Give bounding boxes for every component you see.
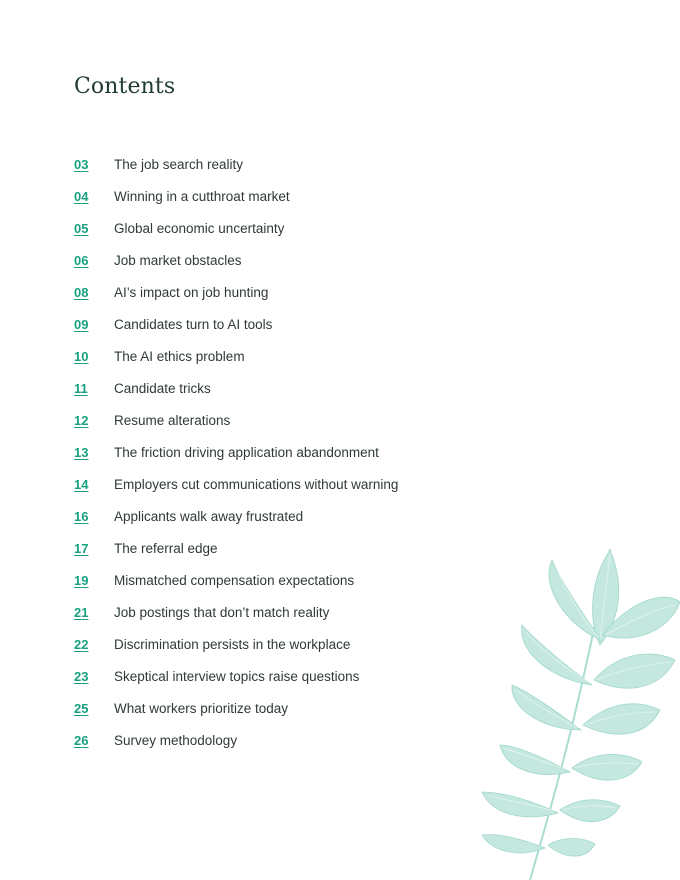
toc-page-link[interactable]: 16	[74, 508, 89, 524]
toc-entry[interactable]	[74, 308, 474, 340]
toc-entry[interactable]	[74, 372, 474, 404]
toc-title: Applicants walk away frustrated	[114, 508, 304, 524]
toc-entry[interactable]	[74, 532, 474, 564]
toc-entry[interactable]	[74, 436, 474, 468]
toc-title: Mismatched compensation expectations	[114, 572, 355, 588]
page-title: Contents	[74, 74, 176, 99]
toc-title: Global economic uncertainty	[114, 220, 285, 236]
toc-page-link[interactable]: 11	[74, 380, 88, 396]
toc-title: Job market obstacles	[114, 252, 242, 268]
toc-entry[interactable]	[74, 500, 474, 532]
toc-entry[interactable]	[74, 276, 474, 308]
toc-entry[interactable]	[74, 404, 474, 436]
toc-page-link[interactable]: 06	[74, 252, 89, 268]
toc-title: What workers prioritize today	[114, 700, 289, 716]
toc-entry[interactable]	[74, 596, 474, 628]
toc-page-link[interactable]: 19	[74, 572, 89, 588]
toc-title: The AI ethics problem	[114, 348, 245, 364]
toc-entry[interactable]	[74, 212, 474, 244]
toc-title: The job search reality	[114, 156, 244, 172]
toc-entry[interactable]	[74, 564, 474, 596]
toc-entry[interactable]	[74, 340, 474, 372]
toc-entry[interactable]	[74, 468, 474, 500]
toc-entry[interactable]	[74, 692, 474, 724]
toc-page-link[interactable]: 12	[74, 412, 89, 428]
toc-title: Skeptical interview topics raise questions	[114, 668, 360, 684]
toc-page-link[interactable]: 03	[74, 156, 89, 172]
toc-page-link[interactable]: 21	[74, 604, 89, 620]
toc-title: Resume alterations	[114, 412, 231, 428]
fern-leaf-icon	[470, 540, 680, 880]
toc-title: Job postings that don’t match reality	[114, 604, 330, 620]
toc-title: Employers cut communications without warning	[114, 476, 399, 492]
toc-page-link[interactable]: 08	[74, 284, 89, 300]
toc-entry[interactable]	[74, 628, 474, 660]
toc-title: The friction driving application abandonment	[114, 444, 379, 460]
toc-entry[interactable]	[74, 660, 474, 692]
table-of-contents	[74, 148, 474, 756]
toc-entry[interactable]	[74, 244, 474, 276]
toc-page-link[interactable]: 26	[74, 732, 89, 748]
toc-entry[interactable]	[74, 724, 474, 756]
toc-title: Candidates turn to AI tools	[114, 316, 273, 332]
toc-title: Candidate tricks	[114, 380, 211, 396]
toc-title: Survey methodology	[114, 732, 238, 748]
toc-page-link[interactable]: 09	[74, 316, 89, 332]
toc-title: Winning in a cutthroat market	[114, 188, 290, 204]
toc-page-link[interactable]: 17	[74, 540, 89, 556]
toc-page-link[interactable]: 23	[74, 668, 89, 684]
toc-page-link[interactable]: 14	[74, 476, 89, 492]
toc-page-link[interactable]: 25	[74, 700, 89, 716]
toc-page-link[interactable]: 10	[74, 348, 89, 364]
toc-page-link[interactable]: 04	[74, 188, 89, 204]
toc-entry[interactable]	[74, 148, 474, 180]
toc-entry[interactable]	[74, 180, 474, 212]
toc-title: The referral edge	[114, 540, 218, 556]
toc-page-link[interactable]: 22	[74, 636, 89, 652]
toc-title: AI’s impact on job hunting	[114, 284, 269, 300]
toc-page-link[interactable]: 05	[74, 220, 89, 236]
toc-title: Discrimination persists in the workplace	[114, 636, 351, 652]
toc-page-link[interactable]: 13	[74, 444, 89, 460]
